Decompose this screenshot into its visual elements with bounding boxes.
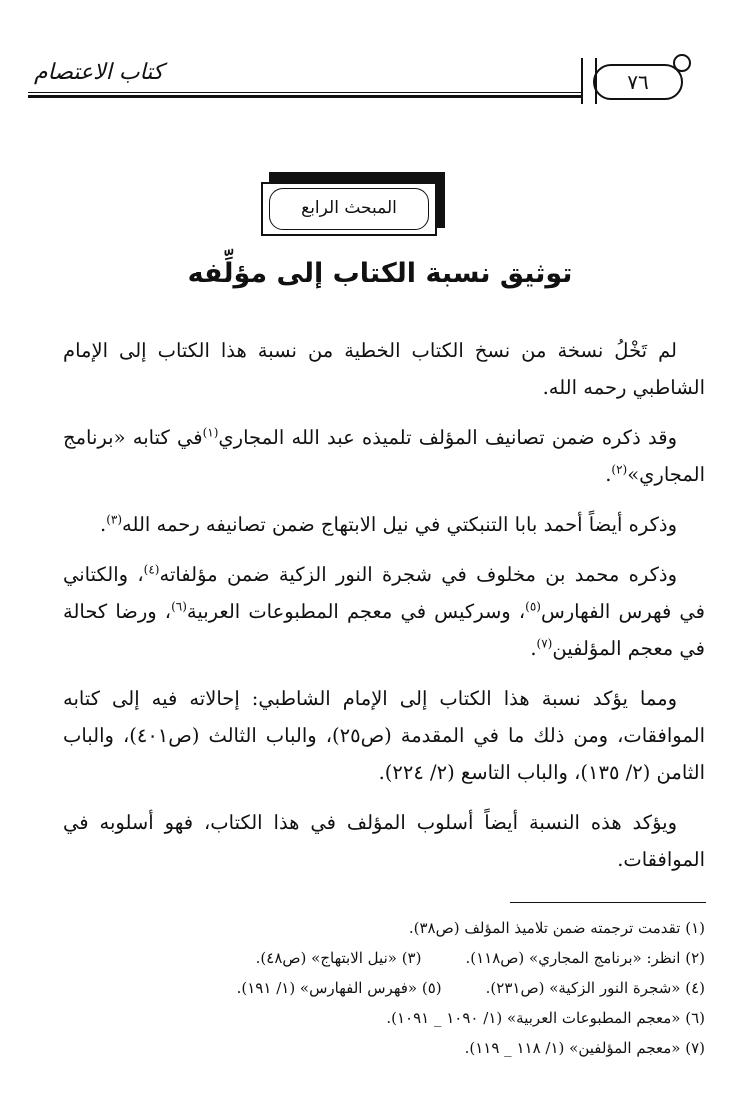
footnote-line [63,973,705,1003]
paragraph [63,804,705,878]
footnote-reference: (٦) [171,599,187,614]
footnote: (٢) انظر: «برنامج المجاري» (ص١١٨). [465,949,705,967]
running-title: كتاب الاعتصام [34,60,164,85]
footnote-line [63,943,705,973]
paragraph-text: . [530,637,537,660]
paragraph-text: في كتابه «برنامج المجاري» [63,426,705,486]
footnote-reference: (٥) [525,599,541,614]
footnote: (٥) «فهرس الفهارس» (١/ ١٩١). [236,979,442,997]
paragraph-text: . [100,513,107,536]
paragraph [63,680,705,791]
header-rule-thick [28,95,583,98]
footnote-line [63,1033,705,1063]
footnote-separator [510,902,706,903]
paragraph-text: ، ورضا كحالة في معجم المؤلفين [63,600,705,660]
section-label-frame [261,172,447,238]
section-label-box [261,182,437,236]
section-title: توثيق نسبة الكتاب إلى مؤلِّفه [187,258,573,289]
ornament-curl-icon [673,54,691,72]
paragraph-text: وذكره محمد بن مخلوف في شجرة النور الزكية ضمن مؤلفاته [159,563,677,586]
section-label: المبحث الرابع [269,188,429,230]
footnotes [63,913,705,1063]
footnote: (٦) «معجم المطبوعات العربية» (١/ ١٠٩٠ _ ١٠٩١). [386,1009,705,1027]
footnote-reference: (٤) [143,562,160,577]
footnote-reference: (١) [202,425,219,440]
paragraph-text: . [605,463,612,486]
paragraph-text: لم تَخْلُ نسخة من نسخ الكتاب الخطية من نسبة هذا الكتاب إلى الإمام الشاطبي رحمه الله. [63,339,705,399]
footnote: (٣) «نيل الابتهاج» (ص٤٨). [255,949,422,967]
footnote-reference: (٧) [536,636,553,651]
footnote-reference: (٣) [106,512,123,527]
footnote-line [63,1003,705,1033]
paragraph [63,556,705,667]
paragraph-text: وقد ذكره ضمن تصانيف المؤلف تلميذه عبد الله المجاري [218,426,677,449]
paragraph-text: ، والكتاني في فهرس الفهارس [63,563,706,623]
footnote: (٧) «معجم المؤلفين» (١/ ١١٨ _ ١١٩). [464,1039,705,1057]
footnote-line [63,913,705,943]
footnote: (٤) «شجرة النور الزكية» (ص٢٣١). [485,979,705,997]
page-number: ٧٦ [593,64,683,100]
paragraph-text: ، وسركيس في معجم المطبوعات العربية [186,600,526,623]
paragraph [63,506,705,543]
paragraph-text: وذكره أيضاً أحمد بابا التنبكتي في نيل الابتهاج ضمن تصانيفه رحمه الله [122,513,677,536]
footnote-reference: (٢) [611,462,628,477]
footnote: (١) تقدمت ترجمته ضمن تلاميذ المؤلف (ص٣٨). [408,919,705,937]
body-text [63,332,705,878]
paragraph [63,419,705,493]
paragraph-text: ويؤكد هذه النسبة أيضاً أسلوب المؤلف في هذا الكتاب، فهو أسلوبه في الموافقات. [63,811,705,871]
header-rule-thin [28,92,583,93]
paragraph-text: ومما يؤكد نسبة هذا الكتاب إلى الإمام الشاطبي: إحالاته فيه إلى كتابه الموافقات، ومن ذلك ما في المقدمة (ص٢٥)، والباب الثالث (ص٤٠١)، والباب الثامن (٢/ ١٣٥)، والباب التاسع (٢/ ٢٢٤). [63,687,705,784]
page-header [28,52,728,100]
paragraph [63,332,705,406]
